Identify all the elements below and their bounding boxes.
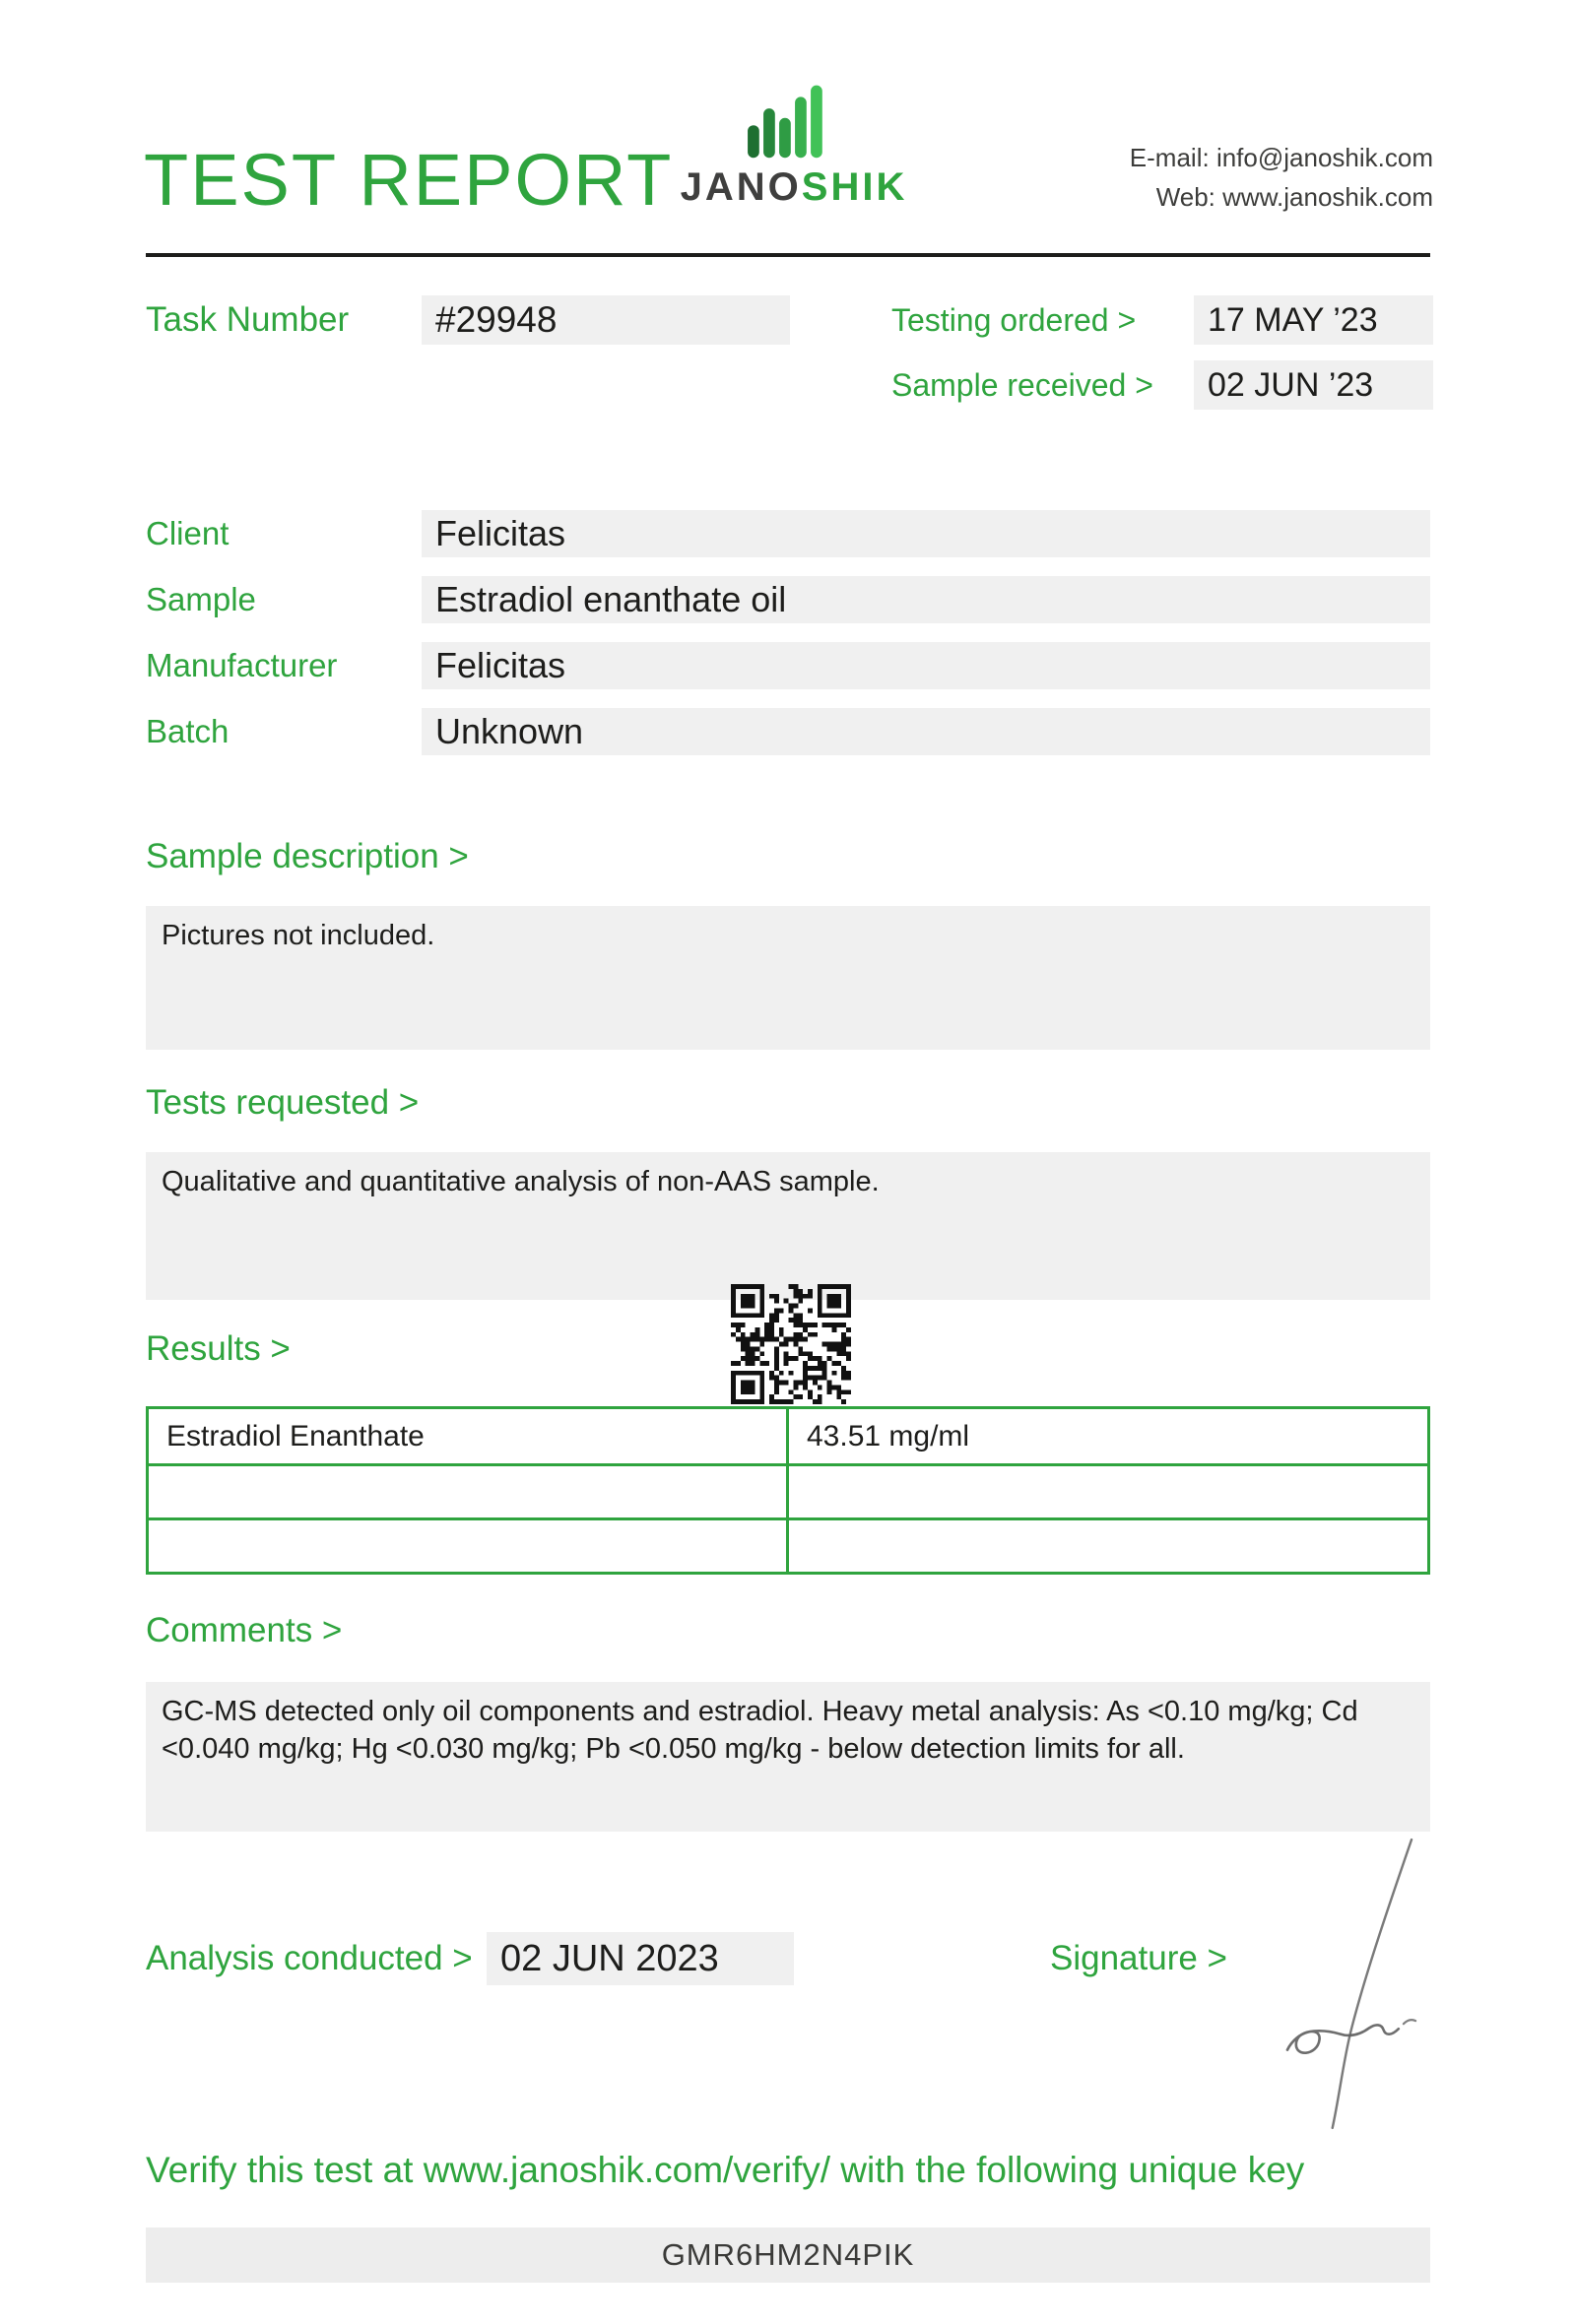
- result-substance: [149, 1466, 789, 1517]
- results-table: [146, 1406, 1430, 1575]
- client-value: Felicitas: [422, 510, 1430, 557]
- result-value: 43.51 mg/ml: [807, 1419, 970, 1452]
- web-value: www.janoshik.com: [1222, 182, 1433, 212]
- sample-received-date: 02 JUN ’23: [1194, 360, 1433, 410]
- logo-jano: JANO: [680, 165, 802, 209]
- janoshik-logo: [678, 85, 910, 207]
- email-line: [1130, 138, 1433, 177]
- bar-chart-logo-icon: [747, 85, 841, 160]
- comments-box: [146, 1682, 1430, 1832]
- logo-shik: SHIK: [801, 165, 908, 209]
- testing-ordered-date: 17 MAY ’23: [1194, 295, 1433, 345]
- contact-info: [1130, 138, 1433, 217]
- logo-wordmark: [678, 167, 910, 207]
- sample-description-box: [146, 906, 1430, 1050]
- manufacturer-value: Felicitas: [422, 642, 1430, 689]
- email-value: info@janoshik.com: [1215, 143, 1433, 172]
- batch-label: Batch: [146, 713, 230, 749]
- result-row: [149, 1517, 1427, 1572]
- analysis-conducted-label: Analysis conducted >: [146, 1939, 473, 1977]
- unique-key-bar: [146, 2227, 1430, 2283]
- analysis-conducted-date: 02 JUN 2023: [487, 1932, 794, 1985]
- result-value: [789, 1520, 1427, 1572]
- tests-requested-text: Qualitative and quantitative analysis of non-AAS sample.: [162, 1166, 880, 1197]
- web-label: Web:: [1155, 182, 1215, 212]
- comments-text: GC-MS detected only oil components and estradiol. Heavy metal analysis: As <0.10 mg/kg; Cd <0.040 mg/kg; Hg <0.030 mg/kg; Pb <0.050 mg/kg - below detection limits for all.: [162, 1696, 1358, 1765]
- manufacturer-label: Manufacturer: [146, 647, 338, 683]
- result-substance: Estradiol Enanthate: [149, 1409, 789, 1463]
- result-substance: [149, 1520, 789, 1572]
- header-divider: [146, 253, 1430, 257]
- results-label: Results >: [146, 1329, 291, 1368]
- qr-code: [731, 1284, 851, 1404]
- result-row: [149, 1409, 1427, 1463]
- verify-instruction: Verify this test at www.janoshik.com/verify/ with the following unique key: [146, 2150, 1305, 2190]
- result-value: [789, 1466, 1427, 1517]
- result-row: [149, 1463, 1427, 1517]
- tests-requested-box: [146, 1152, 1430, 1300]
- sample-value: Estradiol enanthate oil: [422, 576, 1430, 623]
- web-line: [1130, 177, 1433, 217]
- comments-label: Comments >: [146, 1611, 343, 1649]
- email-label: E-mail:: [1129, 143, 1210, 172]
- sample-description-label: Sample description >: [146, 837, 469, 875]
- sample-label: Sample: [146, 581, 256, 617]
- unique-key: GMR6HM2N4PIK: [661, 2237, 915, 2272]
- task-number-value: #29948: [422, 295, 790, 345]
- sample-received-label: Sample received >: [891, 367, 1153, 403]
- sample-description-text: Pictures not included.: [162, 920, 435, 951]
- client-label: Client: [146, 515, 230, 551]
- testing-ordered-label: Testing ordered >: [891, 302, 1137, 338]
- task-number-label: Task Number: [146, 300, 350, 339]
- page-title: TEST REPORT: [144, 139, 674, 221]
- tests-requested-label: Tests requested >: [146, 1083, 420, 1122]
- batch-value: Unknown: [422, 708, 1430, 755]
- signature-label: Signature >: [1050, 1939, 1227, 1977]
- signature-image: [1266, 1834, 1433, 2134]
